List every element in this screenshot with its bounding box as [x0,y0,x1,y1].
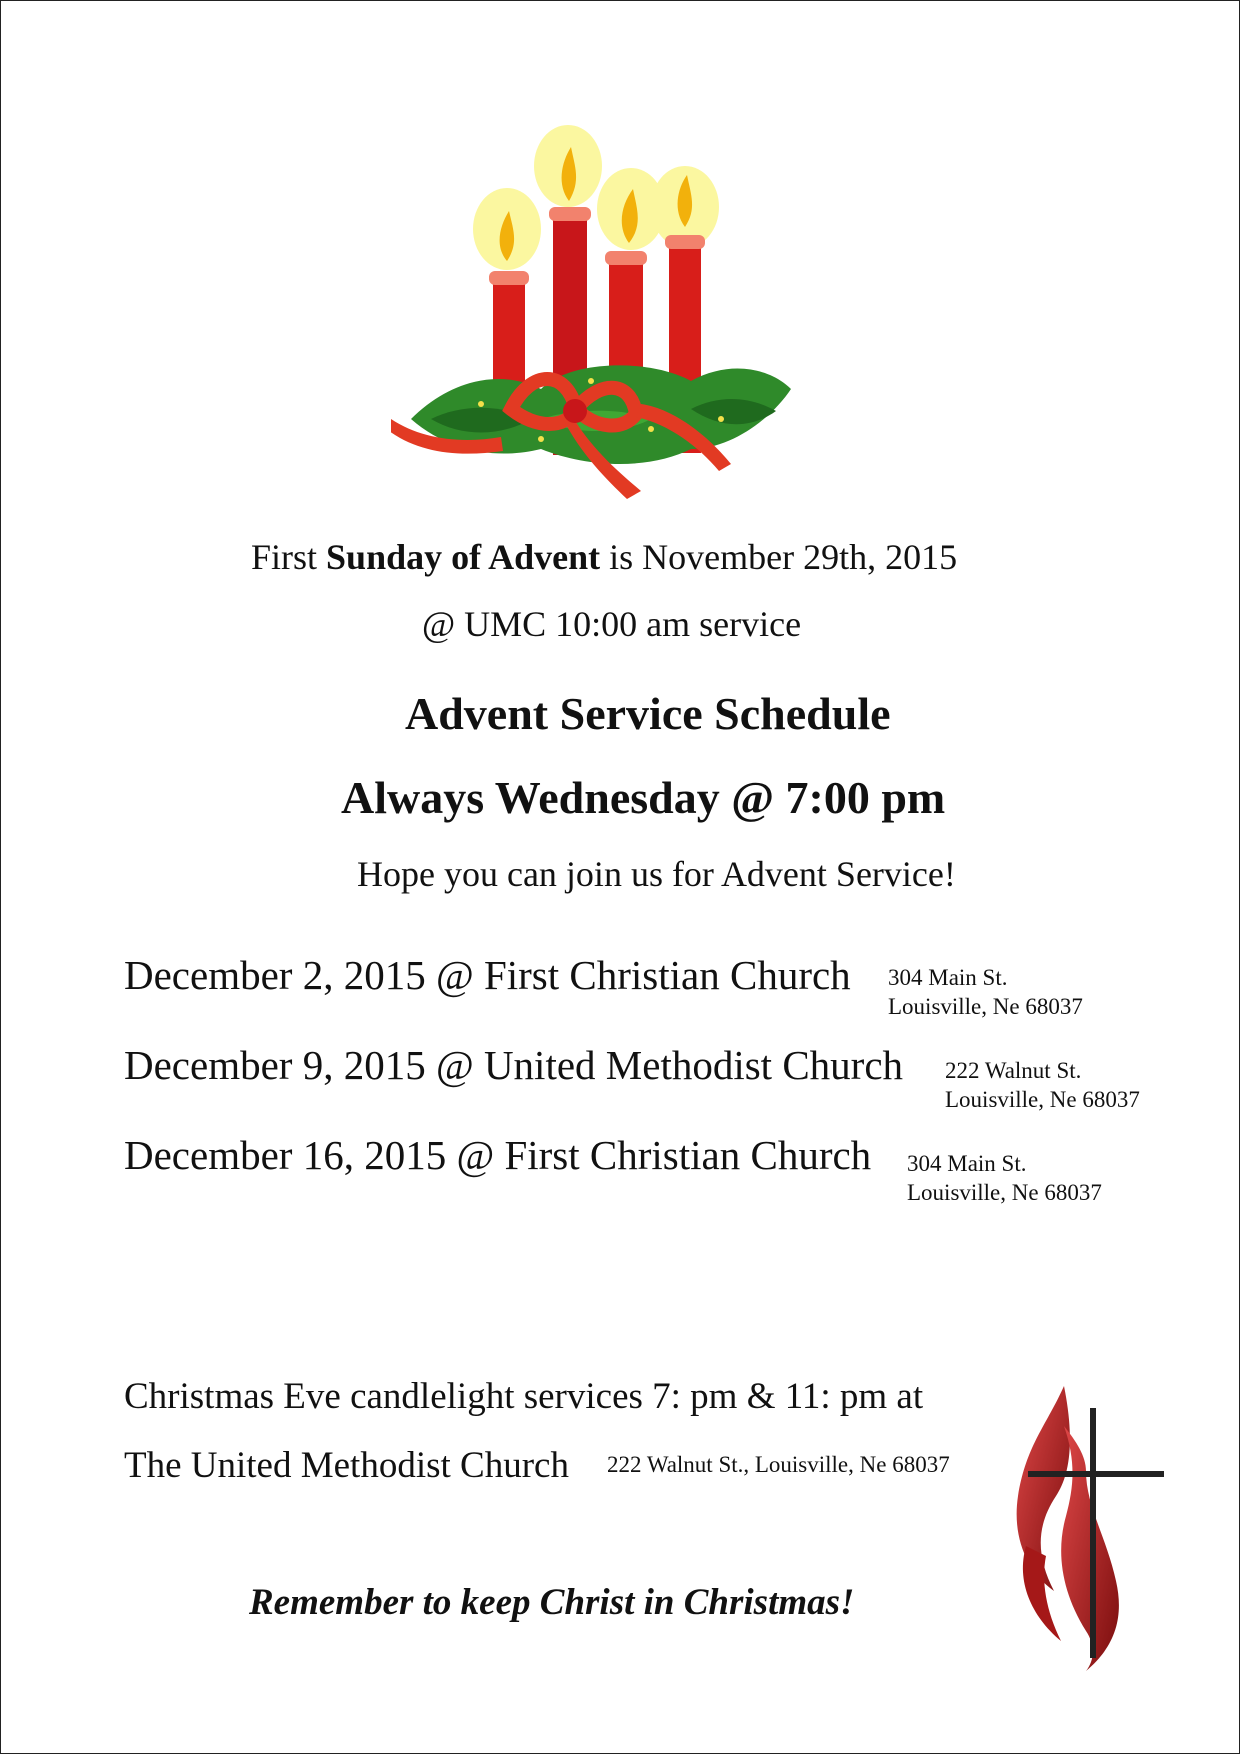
closing-message: Remember to keep Christ in Christmas! [249,1582,855,1623]
service-address: 304 Main St. Louisville, Ne 68037 [907,1151,1102,1205]
christmas-eve-line: Christmas Eve candlelight services 7: pm & 11: pm at [124,1376,924,1417]
service-item: December 2, 2015 @ First Christian Church [124,952,851,998]
service-address: 304 Main St. Louisville, Ne 68037 [888,965,1083,1019]
christmas-eve-church: The United Methodist Church [124,1445,569,1486]
cross-and-flame-icon [1006,1386,1166,1671]
christmas-eve-address: 222 Walnut St., Louisville, Ne 68037 [607,1452,950,1477]
advent-start-emphasis: Sunday of Advent [326,537,601,577]
advent-candles-icon [391,119,801,519]
service-item: December 16, 2015 @ First Christian Church [124,1132,872,1178]
service-item: December 9, 2015 @ United Methodist Church [124,1042,904,1088]
service-address: 222 Walnut St. Louisville, Ne 68037 [945,1058,1140,1112]
schedule-title: Advent Service Schedule [405,688,891,739]
invite-text: Hope you can join us for Advent Service! [357,854,956,894]
advent-start-line: First Sunday of Advent is November 29th, 2015 [251,537,958,577]
schedule-subtitle: Always Wednesday @ 7:00 pm [341,772,946,823]
advent-start-service: @ UMC 10:00 am service [422,604,802,644]
